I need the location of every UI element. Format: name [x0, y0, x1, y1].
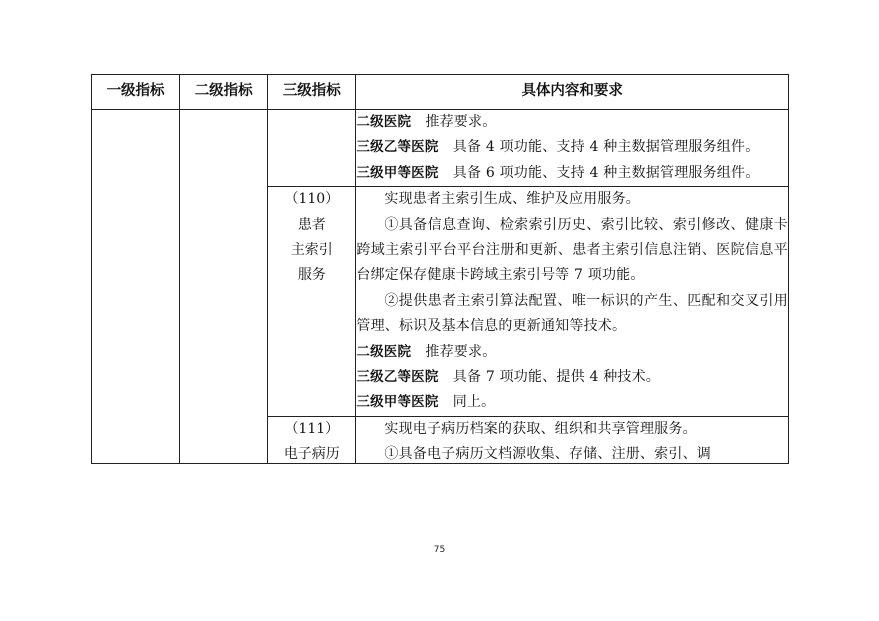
requirement-line: 三级乙等医院 具备 7 项功能、提供 4 种技术。 [356, 369, 660, 386]
level3-cell [268, 110, 356, 187]
indicator-name-line: 服务 [297, 267, 326, 284]
requirement-line: 二级医院 推荐要求。 [356, 114, 497, 130]
table-row [92, 110, 789, 187]
level2-cell [180, 110, 268, 464]
indicator-name-line: 患者 [297, 216, 326, 233]
requirement-line: 三级甲等医院 同上。 [356, 394, 496, 411]
level1-cell [92, 110, 180, 464]
indicator-code: （111） [284, 420, 340, 437]
header-content: 具体内容和要求 [356, 75, 789, 110]
header-level1: 一级指标 [92, 75, 180, 110]
page-number: 75 [433, 545, 446, 555]
indicator-table [91, 74, 789, 464]
header-level2: 二级指标 [180, 75, 268, 110]
item-1-text: ①具备信息查询、检索索引历史、索引比较、索引修改、健康卡跨域主索引平台平台注册和更新、患者主索引信息注销、医院信息平台绑定保存健康卡跨域主索引号等 7 项功能。 [356, 216, 788, 284]
item-1-text: ①具备电子病历文档源收集、存储、注册、索引、调 [384, 446, 711, 463]
table-header-row [92, 75, 789, 110]
content-cell-111 [356, 416, 789, 463]
header-level3: 三级指标 [268, 75, 356, 110]
content-cell [356, 110, 789, 187]
intro-text: 实现电子病历档案的获取、组织和共享管理服务。 [384, 420, 697, 437]
requirement-line: 三级甲等医院 具备 6 项功能、支持 4 种主数据管理服务组件。 [356, 164, 760, 181]
intro-text: 实现患者主索引生成、维护及应用服务。 [384, 191, 640, 208]
level3-cell-111 [268, 416, 356, 463]
requirement-line: 三级乙等医院 具备 4 项功能、支持 4 种主数据管理服务组件。 [356, 139, 760, 156]
indicator-name-line: 主索引 [290, 242, 333, 259]
indicator-name-line: 电子病历 [283, 446, 340, 463]
indicator-code: （110） [284, 191, 340, 208]
item-2-text: ②提供患者主索引算法配置、唯一标识的产生、匹配和交叉引用管理、标识及基本信息的更新通知等技术。 [356, 292, 788, 335]
requirement-line: 二级医院 推荐要求。 [356, 343, 497, 360]
level3-cell-110 [268, 187, 356, 417]
content-cell-110 [356, 187, 789, 417]
